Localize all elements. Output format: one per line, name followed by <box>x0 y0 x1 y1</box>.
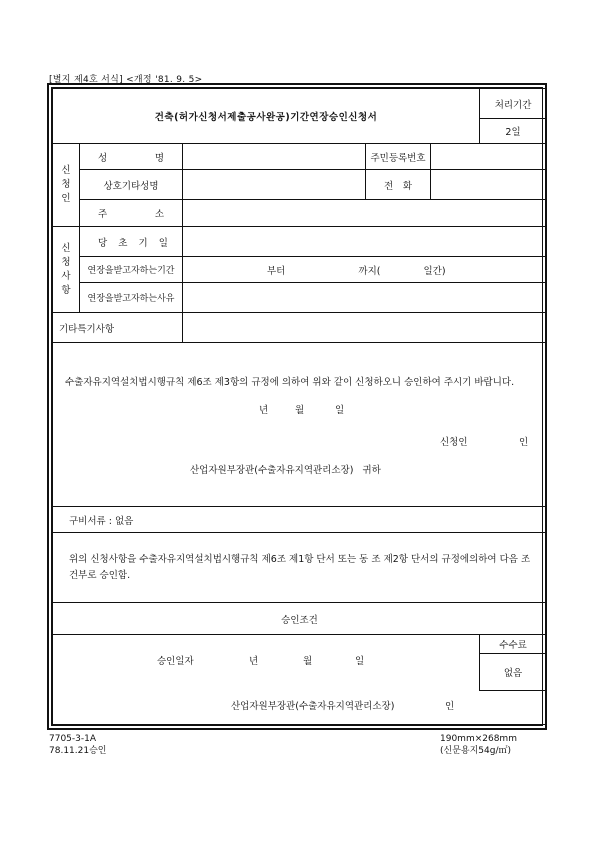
processing-period-label: 처리기간 <box>480 89 547 119</box>
declaration-section <box>53 343 547 507</box>
processing-period-value: 2일 <box>480 119 547 144</box>
form-inner-border <box>51 87 543 726</box>
days-text: 일간) <box>423 265 446 277</box>
special-notes-field[interactable] <box>183 313 547 343</box>
paper-type: (신문용지54g/㎡) <box>440 746 511 756</box>
form-reference: [별지 제4호 서식] <개정 '81. 9. 5> <box>49 75 203 85</box>
request-section-label: 신 청 사 항 <box>53 227 80 313</box>
name-field[interactable] <box>183 144 366 170</box>
phone-field[interactable] <box>431 170 547 200</box>
approval-date-note: 78.11.21승인 <box>49 746 107 756</box>
extension-period-field[interactable] <box>183 257 547 283</box>
original-period-field[interactable] <box>183 227 547 257</box>
form-code: 7705-3-1A <box>49 734 97 744</box>
form-title: 건축(허가신청서제출공사완공)기간연장승인신청서 <box>53 89 480 144</box>
approval-conditions-label: 승인조건 <box>53 603 547 635</box>
form-table <box>52 88 547 725</box>
company-name-field[interactable] <box>183 170 366 200</box>
fee-value: 없음 <box>480 654 547 691</box>
approval-date-line: 승인일자 년 월 일 <box>53 635 480 691</box>
authority-seal: 인 <box>445 700 455 712</box>
extension-reason-label: 연장을받고자하는사유 <box>80 283 183 313</box>
fee-label: 수수료 <box>480 635 547 654</box>
extension-reason-field[interactable] <box>183 283 547 313</box>
resident-number-label: 주민등록번호 <box>366 144 431 170</box>
name-label: 성 명 <box>80 144 183 170</box>
applicant-seal: 인 <box>519 437 529 448</box>
company-name-label: 상호기타성명 <box>80 170 183 200</box>
required-documents: 구비서류 : 없음 <box>53 507 547 533</box>
authority-line: 산업자원부장관(수출자유지역관리소장) 인 <box>53 691 547 725</box>
form-sheet <box>47 83 547 730</box>
applicant-signature-line: 신청인 인 <box>53 434 546 454</box>
footer-left <box>49 733 106 757</box>
resident-number-field[interactable] <box>431 144 547 170</box>
recipient-line: 산업자원부장관(수출자유지역관리소장) 귀하 <box>190 465 381 476</box>
declaration-text: 수출자유지역설치법시행규칙 제6조 제3항의 규정에 의하여 위와 같이 신청하오니 승인하여 주시기 바랍니다. <box>65 377 515 388</box>
applicant-section-label: 신 청 인 <box>53 144 80 227</box>
approval-statement: 위의 신청사항을 수출자유지역설치법시행규칙 제6조 제1항 단서 또는 동 조 제2항 단서의 규정에의하여 다음 조건부로 승인함. <box>53 533 547 603</box>
original-period-label: 당 초 기 일 <box>80 227 183 257</box>
special-notes-label: 기타특기사항 <box>53 313 183 343</box>
until-text: 까지( <box>358 265 381 277</box>
address-field[interactable] <box>183 200 547 227</box>
address-label: 주 소 <box>80 200 183 227</box>
from-text: 부터 <box>267 265 286 277</box>
declaration-date: 년 월 일 <box>259 405 345 416</box>
extension-period-label: 연장을받고자하는기간 <box>80 257 183 283</box>
phone-label: 전 화 <box>366 170 431 200</box>
paper-size: 190mm×268mm <box>440 734 517 744</box>
footer-right <box>440 733 517 757</box>
